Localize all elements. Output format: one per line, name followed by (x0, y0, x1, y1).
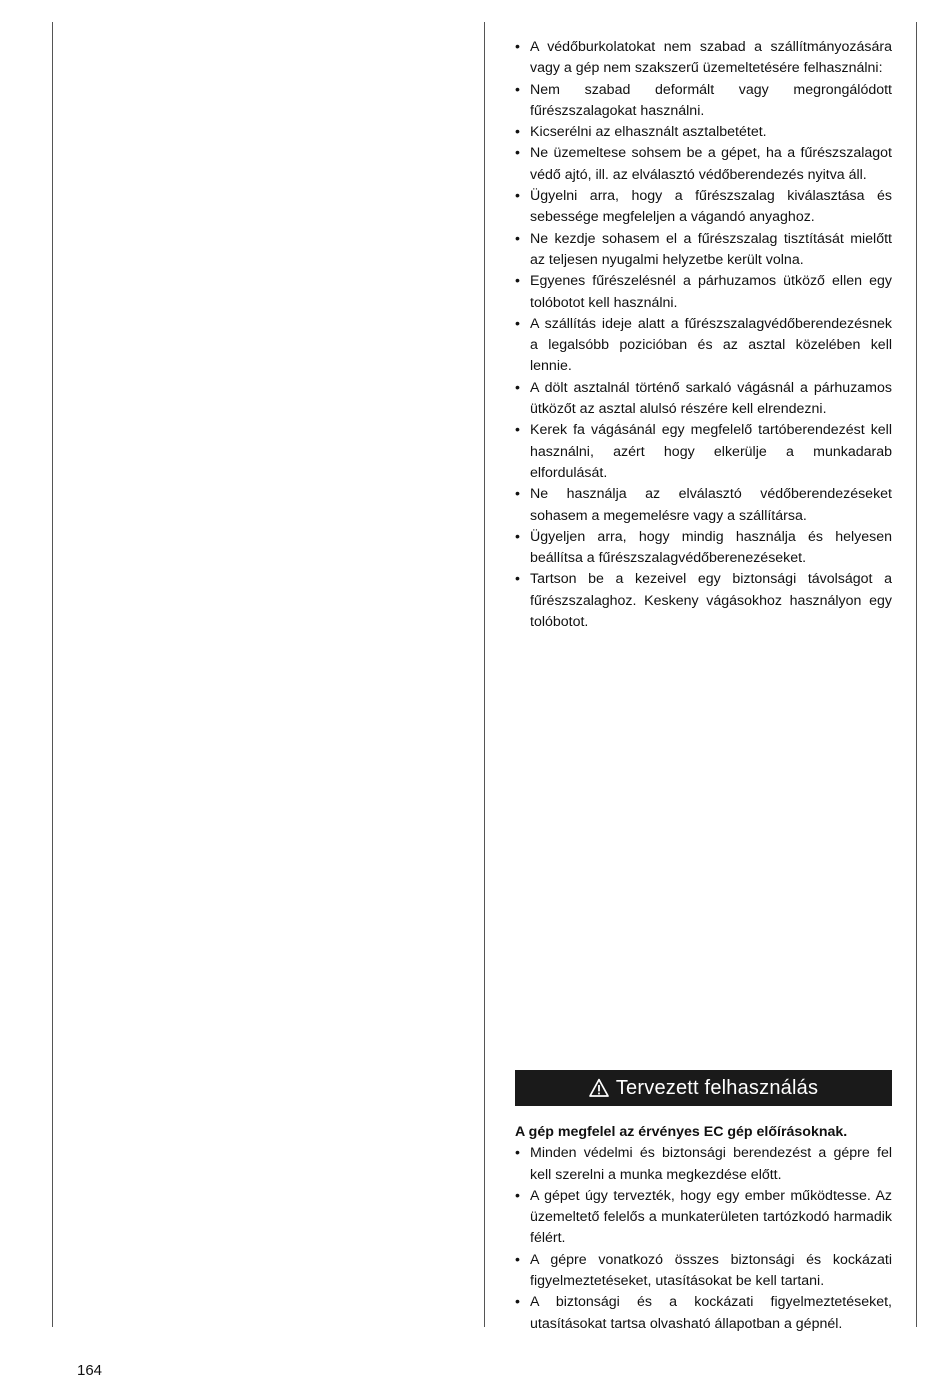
list-item: • A szállítás ideje alatt a fűrészszalagvédőberendezésnek a legalsóbb pozicióban és az asztal közelében kell lennie. (515, 315, 892, 375)
list-item: • A gépre vonatkozó összes biztonsági és kockázati figyelmeztetéseket, utasításokat be kell tartani. (515, 1251, 892, 1290)
list-item: • Ügyelni arra, hogy a fűrészszalag kiválasztása és sebessége megfeleljen a vágandó anyaghoz. (515, 188, 892, 226)
list-item: • Tartson be a kezeivel egy biztonsági távolságot a fűrészszalaghoz. Keskeny vágásokhoz használyon egy tolóbotot. (515, 571, 892, 631)
middle-column-rule (484, 22, 485, 1327)
bullet-icon: • (515, 571, 520, 588)
bullet-icon: • (515, 528, 520, 545)
bullet-icon: • (515, 188, 520, 205)
bullet-icon: • (515, 124, 520, 141)
list-item: • Nem szabad deformált vagy megrongálódott fűrészszalagokat használni. (515, 81, 892, 119)
intended-use-section-header (515, 1070, 892, 1106)
safety-instructions-column (515, 37, 892, 633)
list-item: • Kerek fa vágásánál egy megfelelő tartóberendezést kell használni, azért hogy elkerülje a munkadarab elfordulását. (515, 422, 892, 481)
bullet-icon: • (515, 81, 520, 98)
list-item: • Ne kezdje sohasem el a fűrészszalag tisztítását mielőtt az teljesen nyugalmi helyzetbe került volna. (515, 230, 892, 268)
list-item: • Ne használja az elválasztó védőberendezéseket sohasem a megemelésre vagy a szállítársa. (515, 486, 892, 524)
bullet-icon: • (515, 145, 520, 162)
list-item: • Kicserélni az elhasznált asztalbetétet. (515, 122, 892, 143)
section-lead: A gép megfelel az érvényes EC gép előírásoknak. (515, 1124, 848, 1140)
bullet-icon: • (515, 315, 520, 332)
bullet-icon: • (515, 379, 520, 396)
bullet-icon: • (515, 422, 520, 439)
list-item: • Ügyeljen arra, hogy mindig használja és helyesen beállítsa a fűrészszalagvédőberenezéseket. (515, 528, 892, 567)
safety-instructions-list (515, 37, 892, 633)
list-item: • Egyenes fűrészelésnél a párhuzamos ütköző ellen egy tolóbotot kell használni. (515, 273, 892, 311)
list-item: • A védőburkolatokat nem szabad a szállítmányozására vagy a gép nem szakszerű üzemeltetésére felhasználni: (515, 39, 892, 77)
intended-use-list (515, 1143, 892, 1335)
page-number: 164 (77, 1362, 103, 1379)
bullet-icon: • (515, 230, 520, 247)
bullet-icon: • (515, 1187, 520, 1204)
list-item: • A biztonsági és a kockázati figyelmeztetéseket, utasításokat tartsa olvasható állapotban a gépnél. (515, 1294, 892, 1332)
bullet-icon: • (515, 1294, 520, 1311)
list-item: • Ne üzemeltese sohsem be a gépet, ha a fűrészszalagot védő ajtó, ill. az elválasztó védőberendezés nyitva áll. (515, 145, 892, 183)
bullet-icon: • (515, 273, 520, 290)
list-item: • A dölt asztalnál történő sarkaló vágásnál a párhuzamos ütközőt az asztal alulsó részére kell elrendezni. (515, 379, 892, 418)
bullet-icon: • (515, 486, 520, 503)
warning-triangle-icon (589, 1078, 609, 1098)
left-column-rule (52, 22, 53, 1327)
bullet-icon: • (515, 39, 520, 55)
bullet-icon: • (515, 1145, 520, 1162)
section-title: Tervezett felhasználás (615, 1076, 819, 1099)
right-column-rule (916, 22, 917, 1327)
list-item: • Minden védelmi és biztonsági berendezést a gépre fel kell szerelni a munka megkezdése előtt. (515, 1145, 892, 1183)
bullet-icon: • (515, 1251, 520, 1268)
list-item: • A gépet úgy tervezték, hogy egy ember működtesse. Az üzemeltető felelős a munkaterületen tartózkodó harmadik félért. (515, 1187, 892, 1247)
intended-use-column (515, 1122, 892, 1335)
